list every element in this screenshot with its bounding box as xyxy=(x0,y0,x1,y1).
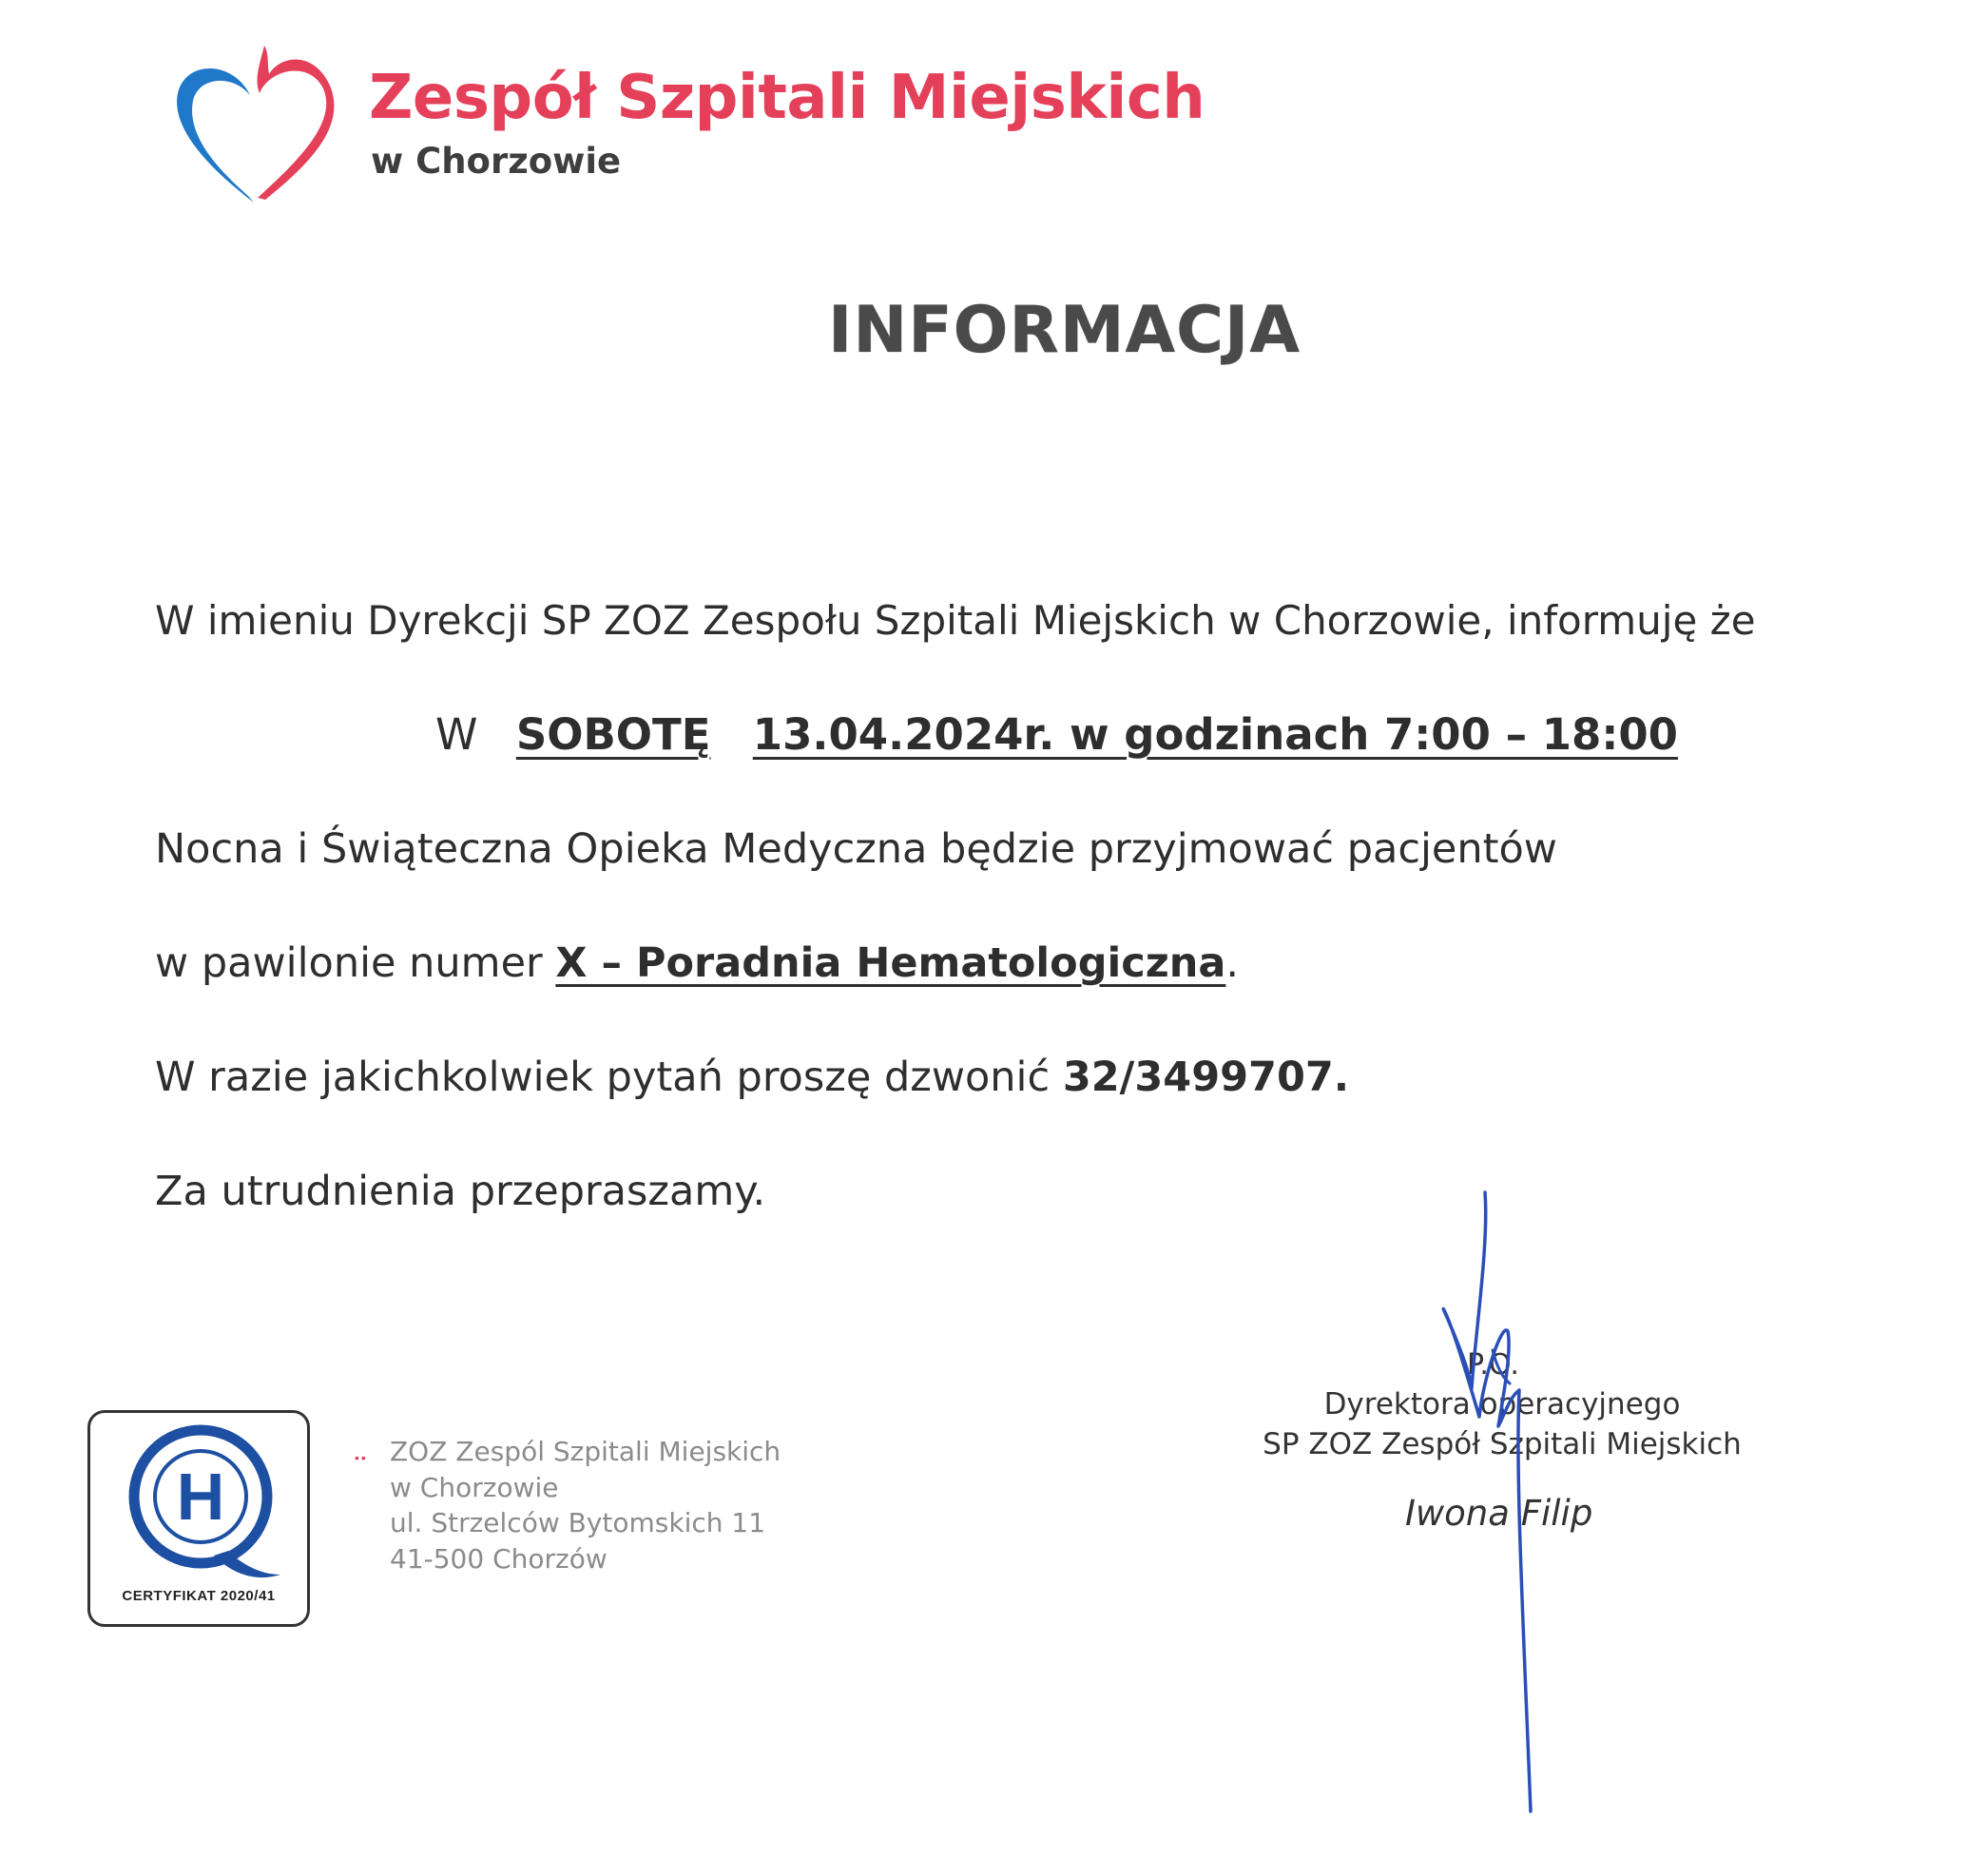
heart-right-stroke xyxy=(257,46,334,200)
certificate-badge xyxy=(87,1410,310,1627)
date-line xyxy=(435,709,1678,760)
footer-address-line-4: 41-500 Chorzów xyxy=(390,1543,607,1575)
footer-address-line-2: w Chorzowie xyxy=(390,1472,559,1503)
document-title: INFORMACJA xyxy=(828,293,1301,368)
signature-name: Iwona Filip xyxy=(1405,1493,1593,1534)
apology-line: Za utrudnienia przepraszamy. xyxy=(155,1168,766,1215)
date-prefix: W xyxy=(435,709,478,760)
cert-q-tail xyxy=(214,1551,280,1577)
org-name: Zespół Szpitali Miejskich xyxy=(369,63,1205,133)
org-city: w Chorzowie xyxy=(371,141,622,182)
date-details: 13.04.2024r. w godzinach 7:00 – 18:00 xyxy=(752,709,1678,760)
signature-role-line-2: SP ZOZ Zespół Szpitali Miejskich xyxy=(1263,1427,1742,1461)
pavilion-suffix: . xyxy=(1225,939,1240,987)
handwritten-signature xyxy=(1417,1189,1588,1816)
pavilion-prefix: w pawilonie numer xyxy=(155,939,556,987)
signature-role-line-1: Dyrektora operacyjnego xyxy=(1323,1387,1681,1422)
pavilion-name: X – Poradnia Hematologiczna xyxy=(555,939,1226,987)
date-day: SOBOTĘ xyxy=(515,709,711,760)
phone-prefix: W razie jakichkolwiek pytań proszę dzwonić xyxy=(155,1054,1063,1101)
footer-bullet-dots: •• xyxy=(355,1450,368,1465)
footer-address-line-1: ZOZ Zespól Szpitali Miejskich xyxy=(390,1436,781,1467)
heart-logo-icon xyxy=(166,36,342,207)
service-line: Nocna i Świąteczna Opieka Medyczna będzie przyjmować pacjentów xyxy=(155,825,1557,873)
footer-address-line-3: ul. Strzelców Bytomskich 11 xyxy=(390,1507,766,1538)
heart-left-stroke xyxy=(177,68,254,203)
intro-line: W imieniu Dyrekcji SP ZOZ Zespołu Szpitali Miejskich w Chorzowie, informuję że xyxy=(155,597,1756,644)
signature-po: P.O. xyxy=(1467,1348,1519,1382)
certificate-label: CERTYFIKAT 2020/41 xyxy=(122,1588,276,1604)
pavilion-line xyxy=(155,939,1239,987)
phone-number: 32/3499707. xyxy=(1062,1054,1350,1101)
phone-line xyxy=(155,1054,1349,1101)
hq-certificate-icon xyxy=(90,1413,307,1594)
cert-letter: H xyxy=(176,1460,225,1534)
